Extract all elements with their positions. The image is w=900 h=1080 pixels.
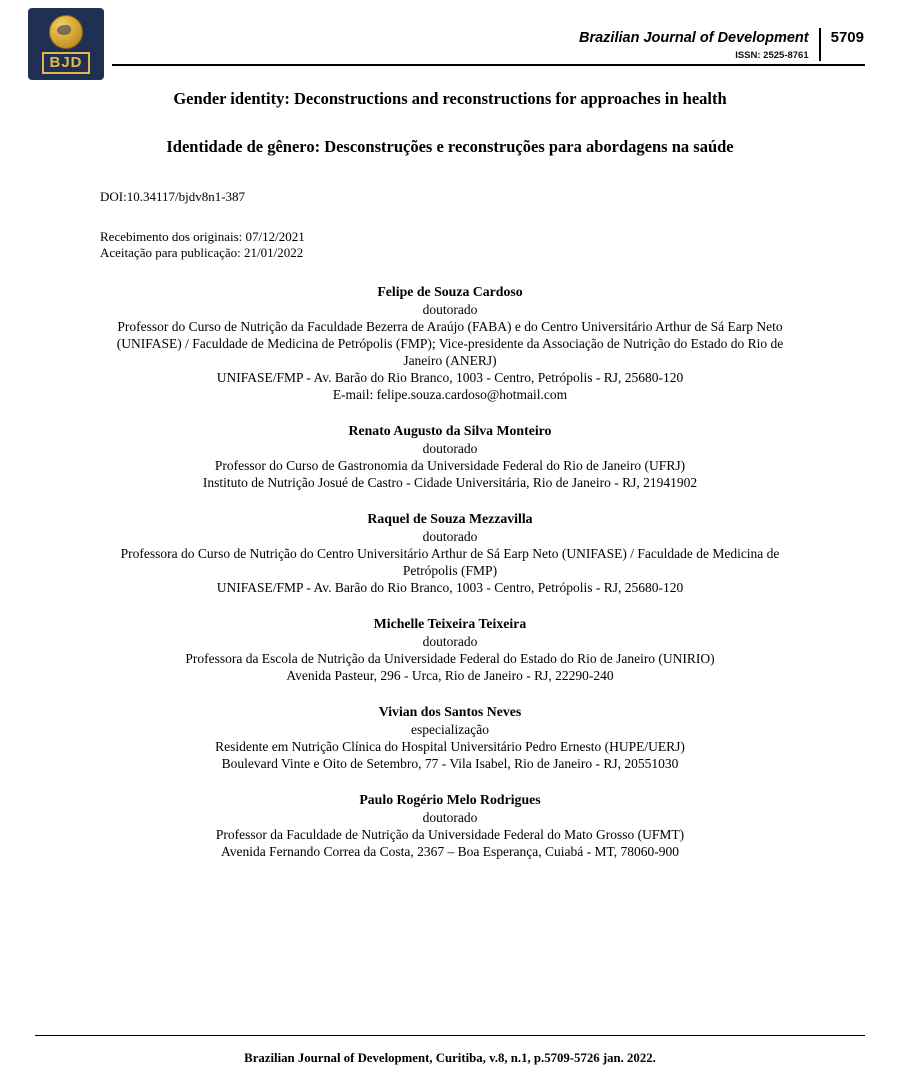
author-name: Renato Augusto da Silva Monteiro: [348, 423, 552, 438]
author-line: Professor do Curso de Nutrição da Faculdade Bezerra de Araújo (FABA) e do Centro Universitário Arthur de Sá Earp Neto (UNIFASE) / Faculdade de Medicina de Petrópolis (FMP); Vice-presidente da Associação de Nutrição do Estado do Rio de Janeiro (ANERJ): [116, 319, 784, 368]
author-block: [100, 510, 800, 596]
footer-citation: Brazilian Journal of Development, Curitiba, v.8, n.1, p.5709-5726 jan. 2022.: [244, 1051, 656, 1065]
issn-label: ISSN: 2525-8761: [735, 50, 809, 61]
author-line: Professor da Faculdade de Nutrição da Universidade Federal do Mato Grosso (UFMT): [215, 827, 685, 842]
author-line: Professora da Escola de Nutrição da Universidade Federal do Estado do Rio de Janeiro (UNIRIO): [185, 651, 715, 666]
journal-name: Brazilian Journal of Development: [578, 30, 809, 46]
author-degree: doutorado: [422, 441, 478, 456]
author-name: Felipe de Souza Cardoso: [377, 284, 523, 299]
dates-block: [100, 229, 800, 261]
author-line: UNIFASE/FMP - Av. Barão do Rio Branco, 1003 - Centro, Petrópolis - RJ, 25680-120: [216, 370, 684, 385]
author-name: Raquel de Souza Mezzavilla: [367, 511, 533, 526]
author-degree: doutorado: [422, 529, 478, 544]
date-accepted: Aceitação para publicação: 21/01/2022: [100, 245, 304, 260]
header-rule: [112, 64, 865, 66]
author-line: Boulevard Vinte e Oito de Setembro, 77 - Vila Isabel, Rio de Janeiro - RJ, 20551030: [221, 756, 679, 771]
author-degree: especialização: [411, 722, 489, 737]
date-received: Recebimento dos originais: 07/12/2021: [100, 229, 305, 244]
author-block: [100, 283, 800, 403]
author-line: Professor do Curso de Gastronomia da Universidade Federal do Rio de Janeiro (UFRJ): [214, 458, 686, 473]
footer-rule: [35, 1035, 865, 1036]
page-number: 5709: [830, 29, 864, 46]
author-degree: doutorado: [422, 302, 478, 317]
author-line: UNIFASE/FMP - Av. Barão do Rio Branco, 1003 - Centro, Petrópolis - RJ, 25680-120: [216, 580, 684, 595]
author-line: Instituto de Nutrição Josué de Castro - Cidade Universitária, Rio de Janeiro - RJ, 21941902: [202, 475, 698, 490]
author-line: Residente em Nutrição Clínica do Hospital Universitário Pedro Ernesto (HUPE/UERJ): [215, 739, 685, 754]
author-name: Paulo Rogério Melo Rodrigues: [359, 792, 541, 807]
author-degree: doutorado: [422, 634, 478, 649]
journal-name-block: [579, 28, 819, 61]
author-name: Michelle Teixeira Teixeira: [373, 616, 527, 631]
doi-label: DOI:10.34117/bjdv8n1-387: [100, 189, 246, 204]
title-english: Gender identity: Deconstructions and reconstructions for approaches in health: [173, 89, 727, 108]
author-block: [100, 615, 800, 684]
author-degree: doutorado: [422, 810, 478, 825]
journal-logo: [28, 8, 104, 80]
author-line: Avenida Pasteur, 296 - Urca, Rio de Janeiro - RJ, 22290-240: [286, 668, 614, 683]
globe-trophy-icon: [49, 15, 83, 49]
authors-section: [100, 283, 800, 860]
author-block: [100, 791, 800, 860]
author-block: [100, 422, 800, 491]
author-email: E-mail: felipe.souza.cardoso@hotmail.com: [332, 387, 568, 402]
logo-bjd-badge: BJD: [42, 52, 89, 74]
title-portuguese: Identidade de gênero: Desconstruções e reconstruções para abordagens na saúde: [166, 137, 734, 156]
author-block: [100, 703, 800, 772]
header-right: [579, 28, 864, 61]
author-name: Vivian dos Santos Neves: [378, 704, 522, 719]
author-line: Professora do Curso de Nutrição do Centro Universitário Arthur de Sá Earp Neto (UNIFASE) / Faculdade de Medicina de Petrópolis (FMP): [120, 546, 780, 578]
author-line: Avenida Fernando Correa da Costa, 2367 – Boa Esperança, Cuiabá - MT, 78060-900: [220, 844, 679, 859]
article-front-matter: [100, 84, 800, 879]
header-divider: [819, 28, 821, 61]
